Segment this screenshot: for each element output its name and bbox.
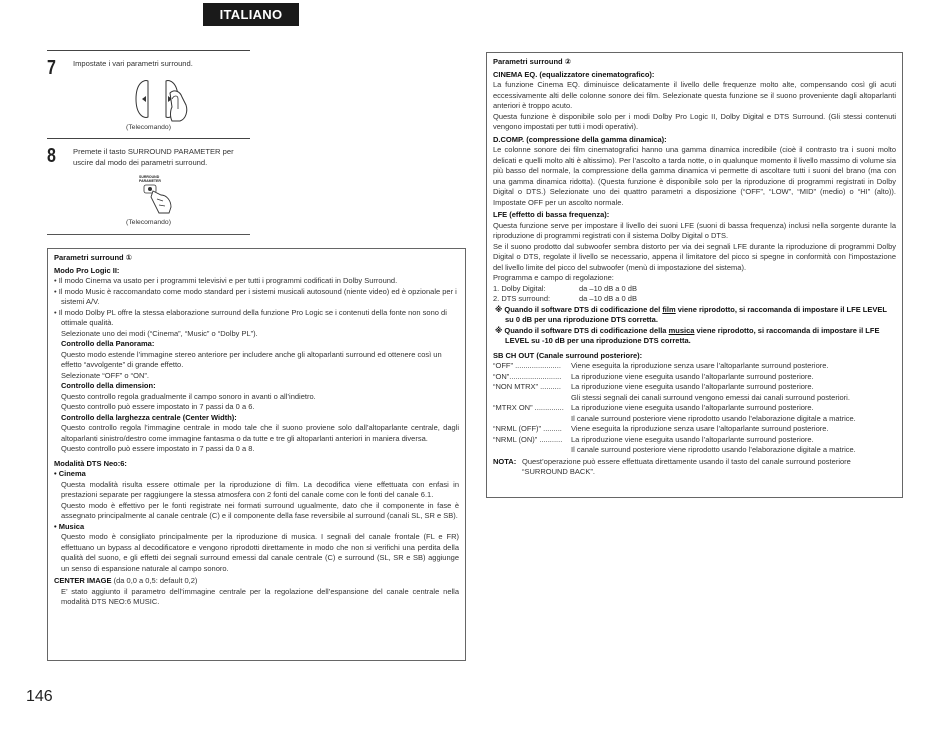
option-row [493,372,896,383]
note-film [493,305,896,326]
body-text: E’ stato aggiunto il parametro dell’immagine centrale per la regolazione dell’espansione del canale centrale nella modalità DTS NEO:6 MUSIC. [61,586,459,606]
note-text: ※ Quando il software DTS di codificazione del [495,304,663,314]
body-text: Programma e campo di regolazione: [493,273,614,282]
bullet-item: • Il modo Music è raccomandato come modo standard per i sistemi musicali autosound (niente video) ed è opzionale per i sistemi A/V. [54,286,457,306]
range-value: da –10 dB a 0 dB [579,294,637,303]
subsection-title: CINEMA EQ. (equalizzatore cinematografico): [493,69,655,79]
note-emphasis: film [662,304,676,314]
section-title: Parametri surround ② [493,57,572,66]
body-text: Questa funzione serve per impostare il livello dei suoni LFE (suoni di bassa frequenza) inclusi nella sorgente durante la riproduzione di programmi registrati con il sistema Dolby Digital o DTS. [493,220,896,240]
option-key: “ON”......................... [493,371,562,381]
body-text: Questa modalità risulta essere ottimale per la riproduzione di film. La decodifica viene effettuata con enfasi in prestazioni separate per raggiungere la stessa atmosfera con 2 fonti del canale come con le fonti del canale 6.1. [61,479,459,499]
step-number: 8 [47,145,56,167]
option-value: La riproduzione viene eseguita usando l’altoparlante surround posteriore. [571,403,814,412]
subsection-title: D.COMP. (compressione della gamma dinamica): [493,134,667,144]
subsection-title: Controllo della dimension: [61,381,156,390]
surround-parameter-button-illustration [139,175,179,215]
remote-arrow-buttons-icon [126,75,196,123]
bullet-item: • Il modo Cinema va usato per i programmi televisivi e per tutti i programmi codificati in Dolby Surround. [54,276,398,285]
body-text: Le colonne sonore dei film cinematografici hanno una gamma dinamica incredibile (cioè il contrasto tra i suoni molto delicati e quelli molto alti è altissimo). Per l’ascolto a tarda notte, o in qualunque momento il livello massimo di volume sia più basso del normale, la compressione della gamma dinamica vi permette di ascoltare tutti i suoni del brano (ma con una gamma dinamica ridotta). (Questa funzione è disponibile solo per la riproduzione di programmi registrati in Dolby Digital o DTS.) Selezionate uno dei quattro parametri a disposizione (“OFF”, “LOW”, “MID” (medio) o “HI” (alto)). Impostate OFF per un ascolto normale. [493,145,896,207]
body-text: Questo controllo regola gradualmente il campo sonoro in avanti o all’indietro. [61,391,316,401]
option-row [493,361,896,372]
divider [47,234,250,235]
option-key: “NRML (OFF)” ......... [493,424,562,433]
subsection-title: SB CH OUT (Canale surround posteriore): [493,350,643,360]
note-text: viene riprodotto, si raccomanda di impostare il LFE LEVEL su -10 dB per una riproduzione DTS corretta. [505,325,880,345]
range-row [493,284,896,295]
range-label: 1. Dolby Digital: [493,283,546,293]
button-label: PARAMETER [139,179,161,183]
bullet-item: • Cinema [54,469,86,478]
bullet-item: • Musica [54,521,85,531]
hand-pressing-button-icon [139,175,179,215]
step-number: 7 [47,57,56,79]
option-detail: Gli stessi segnali dei canali surround vengono emessi dai canali surround posteriori. [571,392,850,402]
step-7 [47,50,250,136]
step-caption: (Telecomando) [126,124,171,131]
body-text: Questo modo estende l’immagine stereo anteriore per includere anche gli altoparlanti surround ed ottenere così un effetto “avvolgente” di grande effetto. [61,349,442,369]
body-text: Questo controllo può essere impostato in 7 passi da 0 a 6. [61,402,255,411]
note-music [493,326,896,347]
range-label: 2. DTS surround: [493,294,551,303]
step-caption: (Telecomando) [126,219,171,226]
subsection-title: CENTER IMAGE [54,576,112,585]
note-text: ※ Quando il software DTS di codificazione della [495,325,669,335]
surround-parameters-2-box [486,52,903,498]
option-value: La riproduzione viene eseguita usando l’altoparlante surround posteriore. [571,371,814,381]
step-text: Premete il tasto SURROUND PARAMETER per uscire dal modo dei parametri surround. [73,147,234,167]
range-text: (da 0,0 a 0,5: default 0,2) [113,576,198,585]
option-key: “NRML (ON)” ........... [493,434,563,444]
body-text: La funzione Cinema EQ. diminuisce delicatamente il livello delle frequenze molto alte, compensando così gli acuti eccessivamente alti delle colonne sonore dei film. Selezionate questa funzione se il suono proveniente dagli altoparlanti anteriori è troppo acuto. [493,80,896,110]
nota-text: Quest’operazione può essere effettuata direttamente usando il tasto del canale surround posteriore “SURROUND BACK”. [522,456,851,476]
option-value: La riproduzione viene eseguita usando l’altoparlante surround posteriore. [571,382,814,391]
body-text: Questo modo è effettivo per le fonti registrate nei formati surround ugualmente, dato che il componente in fase è assegnato principalmente al canale centrale (C) e il componente della fase reversibile al surround (canali SL, SR e SB). [61,500,459,520]
range-value: da –10 dB a 0 dB [579,283,637,293]
subsection-title: Controllo della larghezza centrale (Center Width): [61,412,237,422]
body-text: Selezionate uno dei modi (“Cinema”, “Music” o “Dolby PL”). [61,328,258,338]
button-label: SURROUND [139,175,160,179]
nota-row [493,457,896,478]
center-image-heading [54,576,459,587]
option-row [493,382,896,393]
page-number: 146 [26,688,53,705]
option-value: Viene eseguita la riproduzione senza usare l’altoparlante surround posteriore. [571,361,829,370]
body-text: Questa funzione è disponibile solo per i modi Dolby Pro Logic II, Dolby Digital e DTS Surround. (Gli stessi contenuti vengono impostati per tutti i modi operativi). [493,111,896,131]
range-row [493,294,896,305]
option-detail: Il canale surround posteriore viene riprodotto usando l’elaborazione digitale a matrice. [571,413,856,423]
step-text: Impostate i vari parametri surround. [73,59,193,68]
body-text: Selezionate “OFF” o “ON”. [61,370,149,380]
step-8 [47,138,250,235]
language-tab: ITALIANO [203,3,299,26]
option-value: Viene eseguita la riproduzione senza usare l’altoparlante surround posteriore. [571,424,829,433]
body-text: Questo controllo può essere impostato in 7 passi da 0 a 8. [61,444,255,453]
option-key: “NON MTRX” .......... [493,382,561,391]
note-text: viene riprodotto, si raccomanda di impostare il LFE LEVEL su 0 dB per una riproduzione DTS corretta. [505,304,887,324]
option-key: “OFF” ...................... [493,361,561,370]
subsection-title: LFE (effetto di bassa frequenza): [493,210,610,219]
body-text: Questo modo è consigliato principalmente per la riproduzione di musica. I segnali del canale frontale (FL e FR) effettuano un bypass al decodificatore e vengono riprodotti direttamente in modo che non si verifichi una perdita della qualità del suono, e gli effetti dei segnali surround emessi dal canale centrale (C) e surround (SL, SR e SB) aggiunge un senso di espansione naturale al campo sonoro. [61,532,459,573]
option-row [493,403,896,414]
subsection-title: Modalità DTS Neo:6: [54,458,127,468]
body-text: Se il suono prodotto dal subwoofer sembra distorto per via dei segnali LFE durante la riproduzione di programmi Dolby Digital o DTS, regolate il livello se necessario, appena il limitatore del picco si spegne in conformità con l’impostazione del livello limite del picco del subwoofer (menù di impostazione del sistema). [493,241,896,272]
subsection-title: Modo Pro Logic II: [54,265,120,275]
surround-parameters-1-box [47,248,466,661]
option-row [493,424,896,435]
subsection-title: Controllo della Panorama: [61,339,155,348]
bullet-item: • Il modo Dolby PL offre la stessa elaborazione surround della funzione Pro Logic se i contenuti della fonte non sono di ottimale qualità. [54,307,447,327]
note-emphasis: musica [668,325,695,335]
option-detail: Il canale surround posteriore viene riprodotto usando l’elaborazione digitale a matrice. [571,445,856,454]
option-value: La riproduzione viene eseguita usando l’altoparlante surround posteriore. [571,434,814,444]
option-row [493,435,896,446]
body-text: Questo controllo regola l’immagine centrale in modo tale che il suono proviene solo dall’altoparlante centrale, dagli altoparlanti sinistro/destro come immagine fantasma o da tutte e tre gli altoparlanti anteriori in maniera diversa. [61,423,459,443]
remote-cursor-buttons-illustration [126,75,196,123]
section-title: Parametri surround ① [54,253,133,262]
option-key: “MTRX ON” .............. [493,403,564,412]
nota-label: NOTA: [493,456,517,466]
